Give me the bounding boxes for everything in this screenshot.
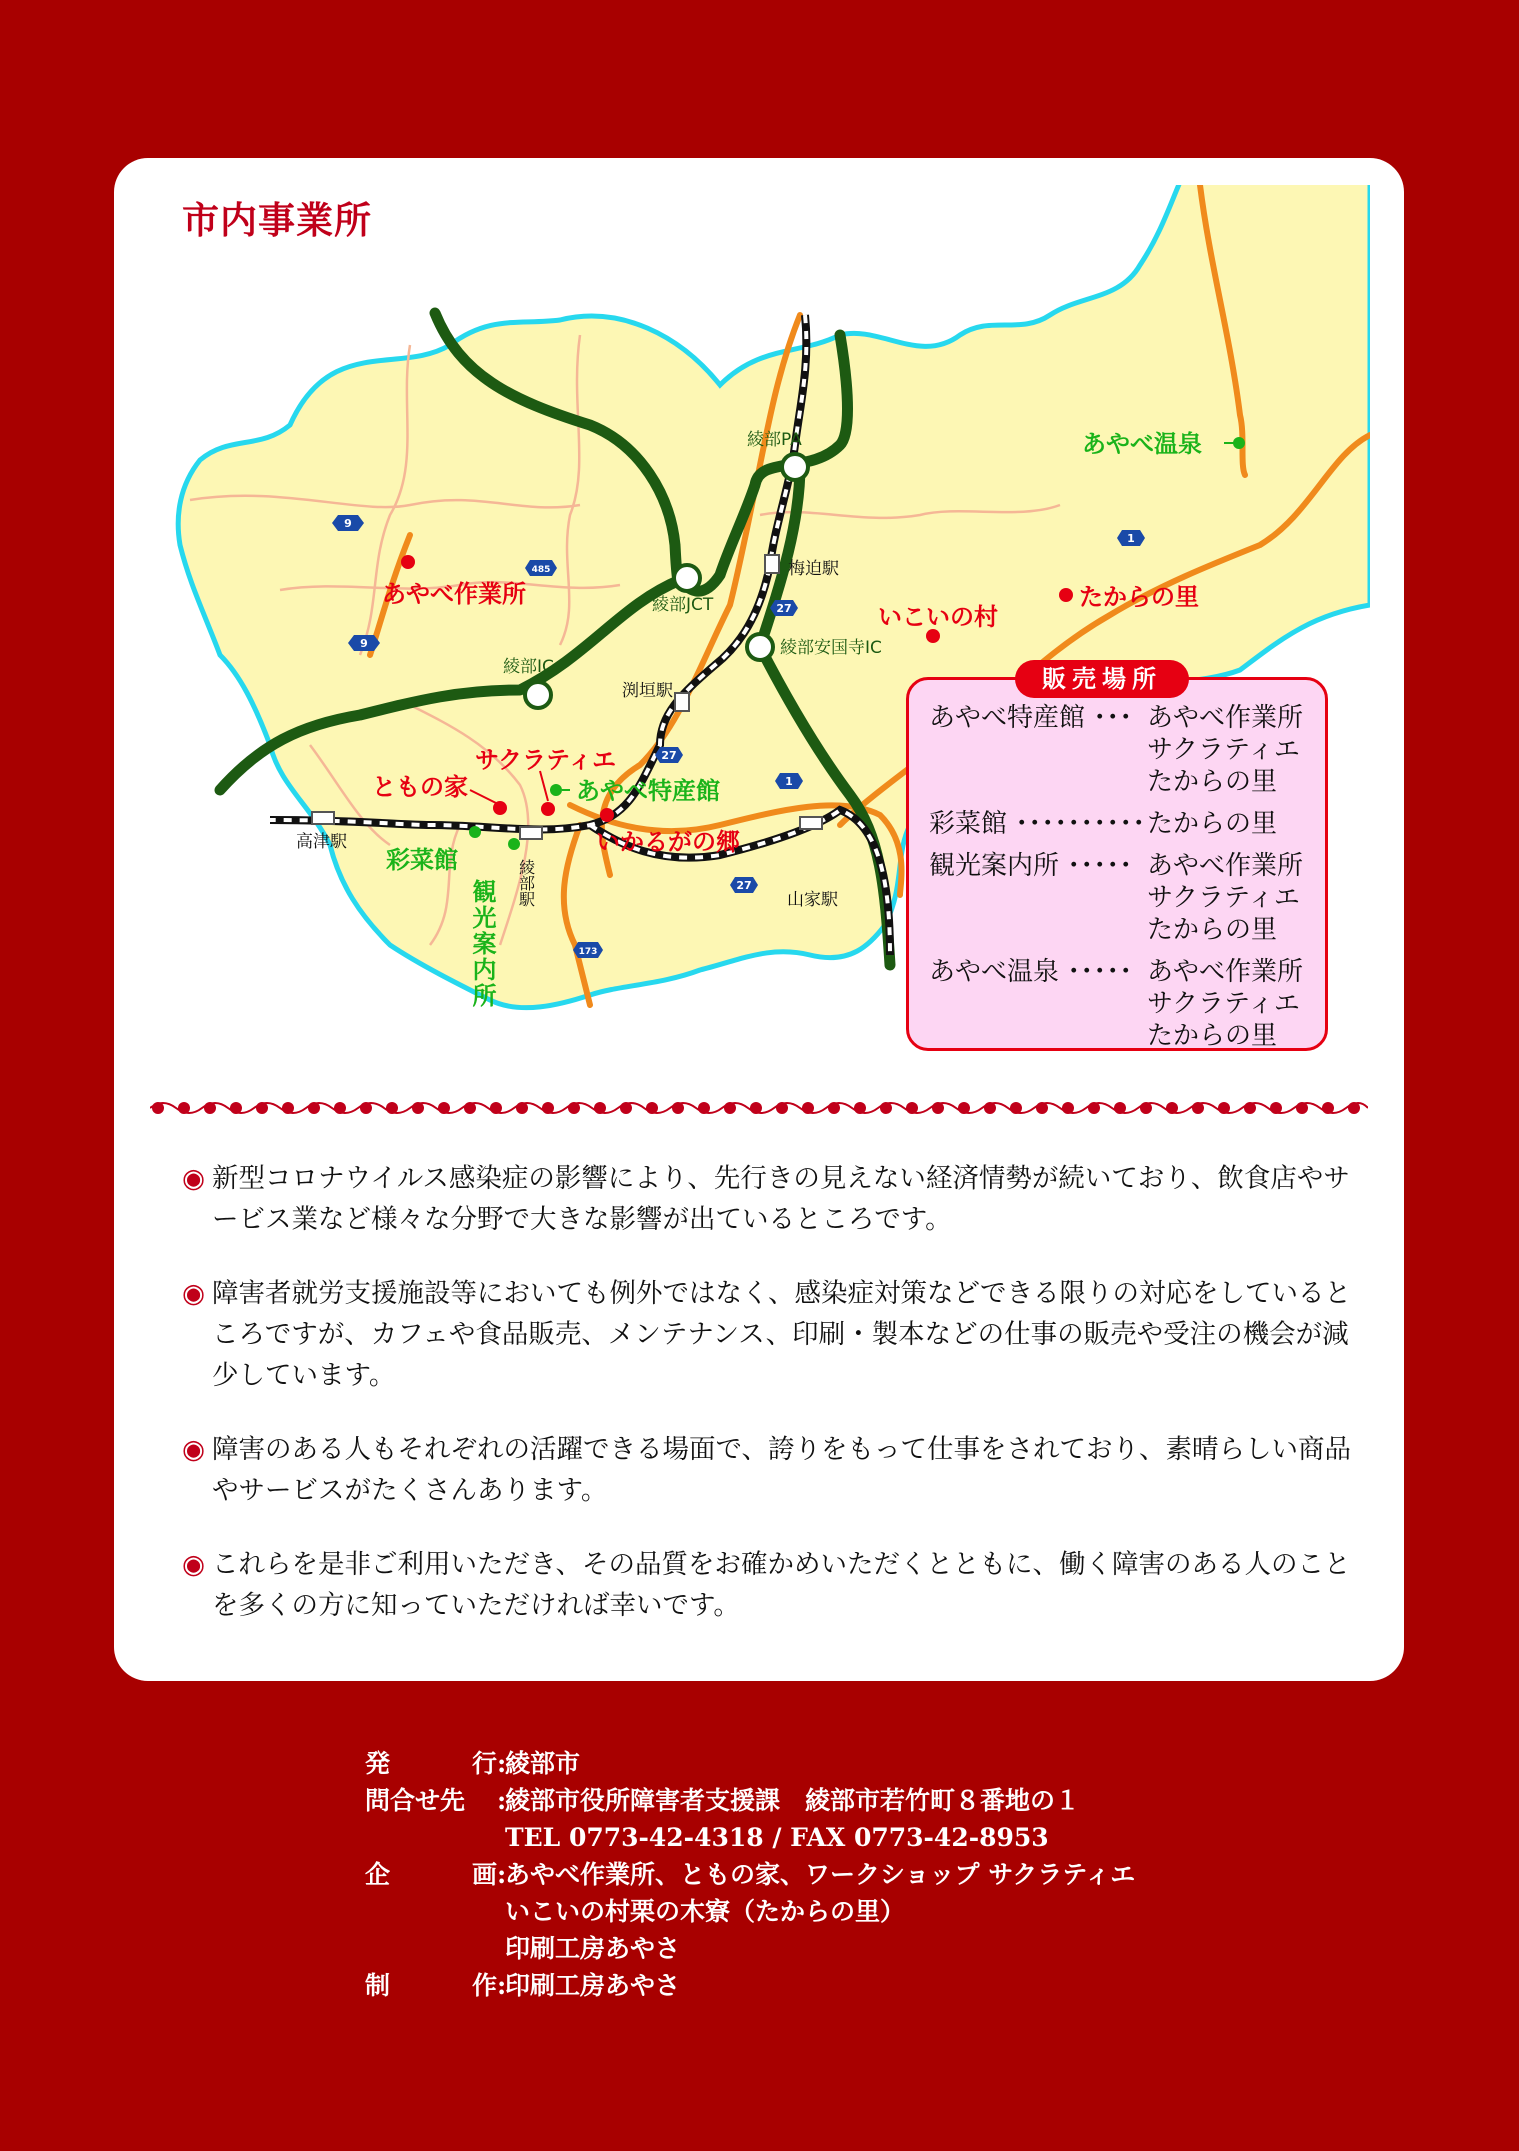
- divider-bead: [386, 1102, 398, 1114]
- place-label: あやべ特産館: [576, 777, 720, 805]
- notes-list: [182, 1158, 1352, 1659]
- divider-bead: [698, 1102, 710, 1114]
- station-label: 渕垣駅: [622, 681, 673, 701]
- bullet-icon: ◉: [182, 1434, 206, 1465]
- legend-outlets: あやべ作業所 サクラティエ たからの里: [1147, 957, 1304, 1051]
- divider-bead: [490, 1102, 502, 1114]
- divider-bead: [464, 1102, 476, 1114]
- place-label: いかるがの郷: [596, 828, 740, 856]
- divider-bead: [360, 1102, 372, 1114]
- divider-bead: [178, 1102, 190, 1114]
- divider-bead: [282, 1102, 294, 1114]
- legend-header: 販売場所: [1015, 660, 1189, 698]
- production-row: [365, 1967, 1135, 2004]
- ic-label: 綾部IC: [503, 657, 554, 677]
- place-label: ともの家: [372, 773, 468, 801]
- route-label: 1: [1127, 532, 1135, 545]
- legend-row: [929, 702, 1309, 798]
- route-shield: [775, 773, 803, 789]
- route-label: 27: [661, 749, 677, 762]
- label-char: 行: [471, 1749, 497, 1778]
- map-title: 市内事業所: [182, 199, 372, 242]
- station-label: 梅迫駅: [788, 559, 839, 579]
- note-text: 障害のある人もそれぞれの活躍できる場面で、誇りをもって仕事をされており、素晴らしい商品やサービスがたくさんあります。: [212, 1434, 1351, 1506]
- legend-shop: 彩菜館 ･･････････: [929, 809, 1146, 839]
- contact-label: 問合せ先: [365, 1786, 466, 1815]
- divider-bead: [828, 1102, 840, 1114]
- publisher-label: [365, 1745, 497, 1782]
- divider-bead: [984, 1102, 996, 1114]
- divider-bead: [204, 1102, 216, 1114]
- colon: :: [497, 1786, 507, 1815]
- divider-bead: [256, 1102, 268, 1114]
- spacer: [497, 1930, 505, 1967]
- divider-bead: [1348, 1102, 1360, 1114]
- note-text: これらを是非ご利用いただき、その品質をお確かめいただくとともに、働く障害のある人のことを多くの方に知っていただければ幸いです。: [212, 1549, 1351, 1621]
- divider-bead: [1244, 1102, 1256, 1114]
- place-label: いこいの村: [878, 603, 998, 631]
- route-label: 9: [360, 637, 368, 650]
- divider-bead: [1270, 1102, 1282, 1114]
- divider-bead: [1114, 1102, 1126, 1114]
- production-value: 印刷工房あやさ: [505, 1971, 681, 2000]
- divider-bead: [672, 1102, 684, 1114]
- divider-bead: [932, 1102, 944, 1114]
- divider-bead: [1296, 1102, 1308, 1114]
- tel-row: [365, 1819, 1135, 1856]
- divider-bead: [880, 1102, 892, 1114]
- place-label: たからの里: [1079, 583, 1199, 611]
- legend-row: [929, 808, 1309, 840]
- route-label: 27: [776, 602, 792, 615]
- place-label: 観光案内所: [468, 879, 496, 1009]
- route-label: 173: [578, 947, 598, 957]
- divider-bead: [1036, 1102, 1048, 1114]
- divider-bead: [568, 1102, 580, 1114]
- place-label: 彩菜館: [386, 846, 458, 874]
- divider-bead: [1010, 1102, 1022, 1114]
- divider-bead: [1218, 1102, 1230, 1114]
- colophon: [365, 1745, 1135, 2004]
- place-label: サクラティエ: [475, 746, 617, 774]
- route-label: 27: [736, 879, 752, 892]
- legend-shop: あやべ特産館 ･･･: [929, 703, 1133, 733]
- spacer: [497, 1893, 505, 1930]
- planning-row: [365, 1856, 1135, 1893]
- planning-value: いこいの村栗の木寮（たからの里）: [505, 1897, 906, 1926]
- divider-bead: [334, 1102, 346, 1114]
- route-shield: [348, 635, 380, 651]
- divider-bead: [1062, 1102, 1074, 1114]
- divider-bead: [1192, 1102, 1204, 1114]
- planning-value: 印刷工房あやさ: [505, 1934, 681, 1963]
- legend-outlets: たからの里: [1147, 809, 1278, 839]
- divider-bead: [1166, 1102, 1178, 1114]
- label-char: 作: [471, 1971, 497, 2000]
- publisher-value: 綾部市: [505, 1749, 581, 1778]
- note-item: [182, 1544, 1352, 1626]
- route-shield: [730, 877, 758, 893]
- divider-bead: [646, 1102, 658, 1114]
- legend-outlets: あやべ作業所 サクラティエ たからの里: [1147, 851, 1304, 945]
- route-label: 9: [344, 517, 352, 530]
- divider-bead: [230, 1102, 242, 1114]
- contact-row: [365, 1782, 1135, 1819]
- route-shield: [655, 747, 683, 763]
- divider-bead: [542, 1102, 554, 1114]
- note-item: [182, 1273, 1352, 1396]
- label-char: 企: [365, 1860, 391, 1889]
- ic-label: 綾部安国寺IC: [780, 638, 882, 658]
- divider-bead: [802, 1102, 814, 1114]
- note-item: [182, 1158, 1352, 1240]
- beaded-divider: [150, 1093, 1368, 1123]
- divider-bead: [412, 1102, 424, 1114]
- note-text: 新型コロナウイルス感染症の影響により、先行きの見えない経済情勢が続いており、飲食店やサービス業など様々な分野で大きな影響が出ているところです。: [212, 1163, 1350, 1235]
- route-shield: [1117, 530, 1145, 546]
- sales-legend: [906, 677, 1328, 1051]
- publisher-row: [365, 1745, 1135, 1782]
- bullet-icon: ◉: [182, 1163, 206, 1194]
- divider-bead: [620, 1102, 632, 1114]
- station-label: 綾部駅: [516, 859, 536, 907]
- planning-value: あやべ作業所、ともの家、ワークショップ サクラティエ: [505, 1860, 1136, 1889]
- note-item: [182, 1429, 1352, 1511]
- label-char: 発: [365, 1749, 391, 1778]
- divider-bead: [1322, 1102, 1334, 1114]
- route-label: 485: [531, 565, 551, 575]
- note-text: 障害者就労支援施設等においても例外ではなく、感染症対策などできる限りの対応をしているところですが、カフェや食品販売、メンテナンス、印刷・製本などの仕事の販売や受注の機会が減少しています。: [212, 1278, 1351, 1391]
- spacer: [365, 1819, 497, 1856]
- spacer: [365, 1930, 497, 1967]
- divider-bead: [516, 1102, 528, 1114]
- divider-bead: [906, 1102, 918, 1114]
- station-label: 高津駅: [296, 832, 347, 852]
- divider-bead: [152, 1102, 164, 1114]
- route-label: 1: [785, 775, 793, 788]
- divider-bead: [958, 1102, 970, 1114]
- label-char: 制: [365, 1971, 391, 2000]
- spacer: [365, 1893, 497, 1930]
- divider-bead: [438, 1102, 450, 1114]
- ic-label: 綾部JCT: [652, 595, 714, 615]
- colon: :: [497, 1860, 507, 1889]
- contact-value: 綾部市役所障害者支援課 綾部市若竹町８番地の１: [505, 1786, 1081, 1815]
- route-shield: [770, 600, 798, 616]
- divider-bead: [724, 1102, 736, 1114]
- divider-bead: [854, 1102, 866, 1114]
- divider-bead: [1088, 1102, 1100, 1114]
- station-label: 山家駅: [787, 890, 838, 910]
- legend-row: [929, 850, 1309, 946]
- planning-row: [365, 1930, 1135, 1967]
- route-shield: [573, 942, 603, 958]
- spacer: [497, 1819, 505, 1856]
- bullet-icon: ◉: [182, 1278, 206, 1309]
- divider-bead: [1140, 1102, 1152, 1114]
- route-shield: [332, 515, 364, 531]
- legend-outlets: あやべ作業所 サクラティエ たからの里: [1147, 703, 1304, 797]
- place-label: あやべ温泉: [1082, 430, 1202, 458]
- colon: :: [497, 1749, 507, 1778]
- legend-shop: あやべ温泉 ･････: [929, 957, 1133, 987]
- production-label: [365, 1967, 497, 2004]
- planning-label: [365, 1856, 497, 1893]
- place-label: あやべ作業所: [382, 580, 526, 608]
- label-char: 画: [471, 1860, 497, 1889]
- ic-label: 綾部PA: [747, 430, 802, 450]
- divider-bead: [750, 1102, 762, 1114]
- legend-shop: 観光案内所 ･････: [929, 851, 1133, 881]
- bullet-icon: ◉: [182, 1549, 206, 1580]
- legend-row: [929, 956, 1309, 1052]
- divider-bead: [594, 1102, 606, 1114]
- route-shield: [525, 560, 557, 576]
- colon: :: [497, 1971, 507, 2000]
- tel-value: TEL 0773-42-4318 / FAX 0773-42-8953: [505, 1823, 1049, 1852]
- planning-row: [365, 1893, 1135, 1930]
- divider-bead: [308, 1102, 320, 1114]
- divider-bead: [776, 1102, 788, 1114]
